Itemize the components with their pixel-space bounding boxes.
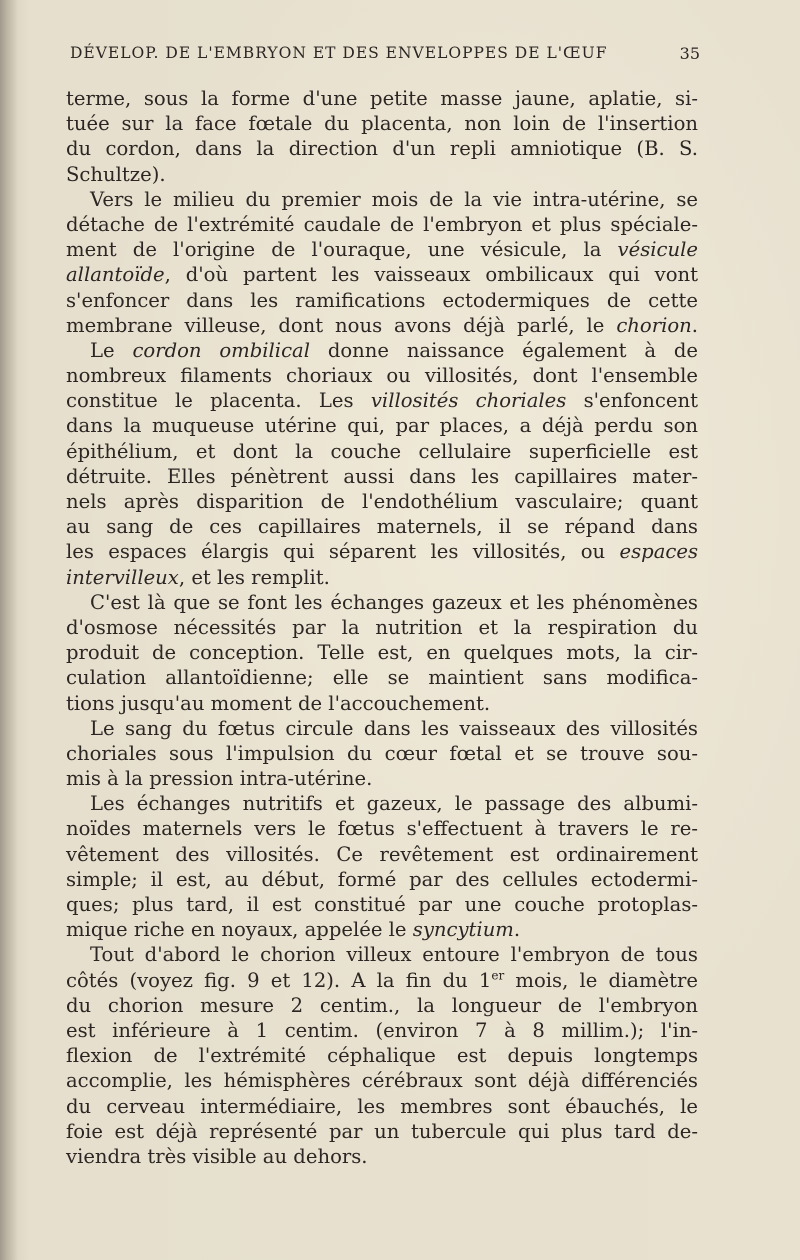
text-line [66, 136, 698, 161]
text-segment: s'enfoncer dans les ramifications ectodermiques de cette [66, 288, 698, 312]
text-line [66, 489, 698, 514]
page-number: 35 [679, 44, 700, 63]
text-line [66, 691, 698, 716]
text-line [66, 590, 698, 615]
text-line [66, 993, 698, 1018]
text-segment: C'est là que se font les échanges gazeux et les phénomènes [90, 590, 698, 614]
italic-term: chorion [616, 313, 692, 337]
text-segment: Le sang du fœtus circule dans les vaisseaux des villosités [90, 716, 698, 740]
text-line [66, 413, 698, 438]
text-line [66, 1144, 698, 1169]
text-segment: Tout d'abord le chorion villeux entoure l'embryon de tous [90, 943, 698, 967]
text-line [66, 86, 698, 111]
text-segment: constitue le placenta. Les [66, 389, 371, 413]
text-segment: noïdes maternels vers le fœtus s'effectuent à travers le re- [66, 817, 698, 841]
text-line [66, 640, 698, 665]
text-segment: culation allantoïdienne; elle se maintient sans modifica- [66, 666, 698, 690]
text-segment: épithélium, et dont la couche cellulaire superficielle est [66, 439, 698, 463]
page-header [70, 44, 700, 70]
text-segment: . [513, 918, 521, 942]
text-line [66, 1018, 698, 1043]
text-line [66, 1068, 698, 1093]
text-segment: tuée sur la face fœtale du placenta, non loin de l'insertion [66, 112, 698, 136]
text-segment: nels après disparition de l'endothélium vasculaire; quant [66, 490, 698, 513]
text-segment: s'enfoncent [566, 389, 698, 413]
superscript: er [491, 968, 505, 983]
text-segment: . [691, 313, 698, 337]
text-line [66, 1119, 698, 1144]
text-line [66, 665, 698, 690]
text-segment: ques; plus tard, il est constitué par une couche protoplas- [66, 893, 698, 916]
text-line [66, 187, 698, 212]
italic-term: villosités choriales [370, 389, 567, 413]
text-line [66, 514, 698, 539]
text-line [66, 1043, 698, 1068]
text-segment: les espaces élargis qui séparent les villosités, ou [66, 540, 620, 564]
text-segment: mis à la pression intra-utérine. [66, 767, 373, 791]
text-segment: Vers le milieu du premier mois de la vie intra-utérine, se [90, 187, 698, 211]
italic-term: cordon ombilical [132, 338, 310, 362]
text-segment: vêtement des villosités. Ce revêtement est ordinairement [66, 842, 698, 866]
body-text [66, 86, 698, 1169]
text-segment: mois, le diamètre [504, 968, 698, 992]
text-line [66, 766, 698, 791]
text-segment: donne naissance également à de [310, 338, 698, 362]
text-segment: foie est déjà représenté par un tubercule qui plus tard de- [66, 1119, 698, 1143]
text-line [66, 615, 698, 640]
text-segment: , et les remplit. [178, 565, 330, 589]
italic-term: vésicule [617, 238, 698, 262]
italic-term: syncytium [412, 918, 514, 942]
text-segment: est inférieure à 1 centim. (environ 7 à 8 millim.); l'in- [66, 1018, 698, 1042]
text-line [66, 313, 698, 338]
text-line [66, 942, 698, 967]
text-segment: mique riche en noyaux, appelée le [66, 918, 413, 942]
text-segment: Le [90, 338, 133, 362]
text-line [66, 867, 698, 892]
text-segment: au sang de ces capillaires maternels, il se répand dans [66, 515, 698, 539]
text-line [66, 237, 698, 262]
running-head: DÉVELOP. DE L'EMBRYON ET DES ENVELOPPES DE L'ŒUF [70, 44, 608, 62]
text-line [66, 968, 698, 993]
text-segment: ment de l'origine de l'ouraque, une vésicule, la [66, 238, 618, 262]
text-line [66, 388, 698, 413]
text-line [66, 565, 698, 590]
text-segment: terme, sous la forme d'une petite masse jaune, aplatie, si- [66, 87, 698, 110]
text-segment: détache de l'extrémité caudale de l'embryon et plus spéciale- [66, 212, 698, 236]
text-segment: du chorion mesure 2 centim., la longueur de l'embryon [66, 993, 698, 1017]
text-segment: Schultze). [66, 162, 166, 186]
text-line [66, 162, 698, 187]
text-segment: Les échanges nutritifs et gazeux, le passage des albumi- [90, 792, 698, 816]
text-line [66, 816, 698, 841]
text-segment: accomplie, les hémisphères cérébraux sont déjà différenciés [66, 1069, 698, 1093]
italic-term: allantoïde [66, 263, 165, 287]
text-segment: côtés (voyez fig. 9 et 12). A la fin du 1 [66, 968, 492, 992]
text-line [66, 842, 698, 867]
text-line [66, 212, 698, 237]
text-segment: nombreux filaments choriaux ou villosités, dont l'ensemble [66, 364, 698, 388]
text-segment: simple; il est, au début, formé par des cellules ectodermi- [66, 867, 698, 891]
text-line [66, 791, 698, 816]
text-segment: dans la muqueuse utérine qui, par places, a déjà perdu son [66, 414, 698, 438]
text-line [66, 1094, 698, 1119]
page-gutter-shadow [0, 0, 18, 1260]
text-line [66, 111, 698, 136]
text-line [66, 917, 698, 942]
text-segment: d'osmose nécessités par la nutrition et la respiration du [66, 615, 698, 639]
text-segment: viendra très visible au dehors. [66, 1144, 368, 1168]
italic-term: espaces [619, 540, 698, 564]
text-line [66, 363, 698, 388]
text-line [66, 892, 698, 917]
text-line [66, 464, 698, 489]
text-line [66, 716, 698, 741]
text-segment: tions jusqu'au moment de l'accouchement. [66, 691, 491, 715]
text-segment: flexion de l'extrémité céphalique est depuis longtemps [66, 1044, 698, 1068]
text-line [66, 539, 698, 564]
italic-term: intervilleux [66, 565, 179, 589]
text-segment: membrane villeuse, dont nous avons déjà parlé, le [66, 313, 617, 337]
text-line [66, 439, 698, 464]
text-segment: du cerveau intermédiaire, les membres sont ébauchés, le [66, 1094, 698, 1118]
text-line [66, 288, 698, 313]
text-segment: produit de conception. Telle est, en quelques mots, la cir- [66, 641, 698, 665]
text-line [66, 338, 698, 363]
text-line [66, 262, 698, 287]
text-segment: choriales sous l'impulsion du cœur fœtal et se trouve sou- [66, 741, 698, 765]
text-segment: du cordon, dans la direction d'un repli amniotique (B. S. [66, 137, 698, 161]
text-segment: détruite. Elles pénètrent aussi dans les capillaires mater- [66, 464, 698, 488]
text-line [66, 741, 698, 766]
text-segment: , d'où partent les vaisseaux ombilicaux qui vont [164, 263, 698, 287]
